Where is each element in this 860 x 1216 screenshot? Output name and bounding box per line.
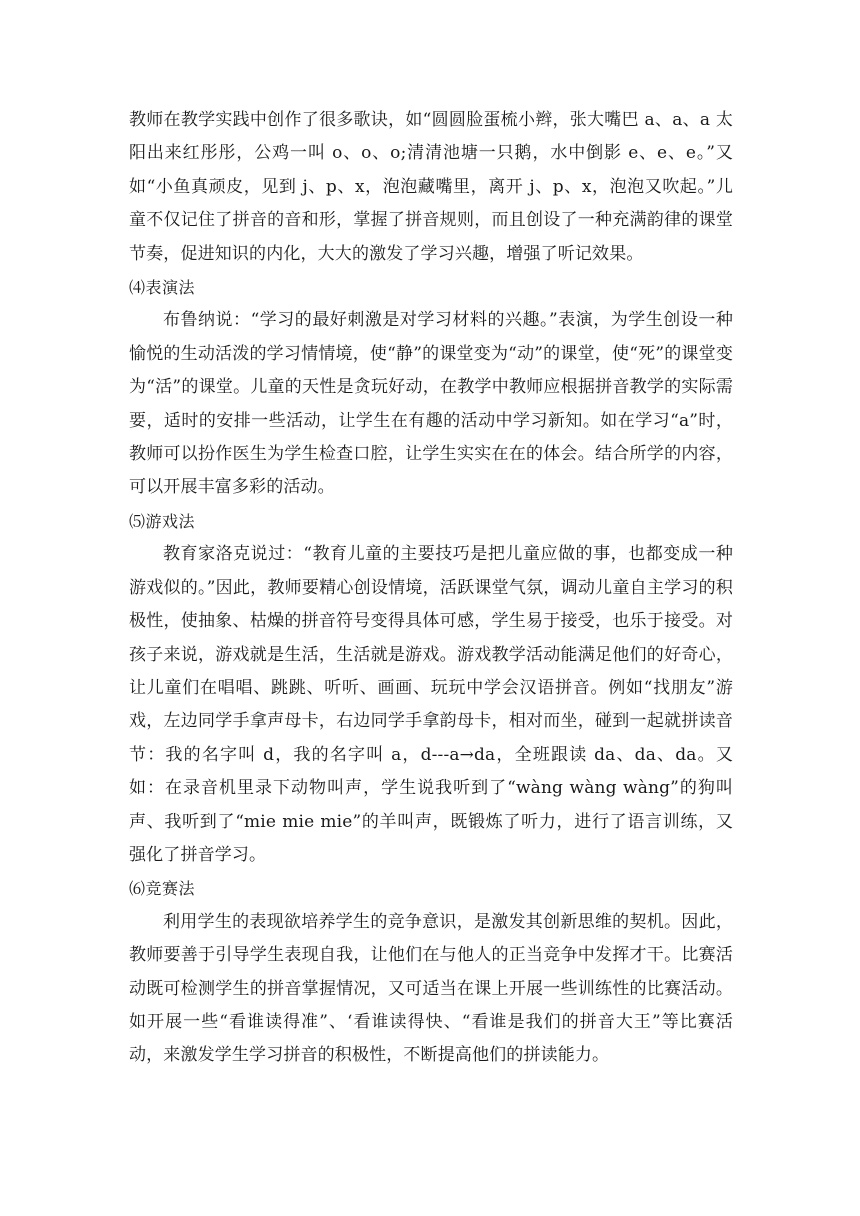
heading-performance-method: ⑷表演法 [129,278,196,298]
paragraph-songs: 教师在教学实践中创作了很多歌诀，如“圆圆脸蛋梳小辫，张大嘴巴 a、a、a 太阳出来红彤彤，公鸡一叫 o、o、o;清清池塘一只鹅，水中倒影 e、e、e。”又如“小鱼真顽皮，见到 j、p、x，泡泡藏嘴里，离开 j、p、x，泡泡又吹起。”儿童不仅记住了拼音的音和形，掌握了拼音规则，而且创设了一种充满韵律的课堂节奏，促进知识的内化，大大的激发了学习兴趣，增强了听记效果。 [129,110,733,264]
document-page [129,104,733,1073]
paragraph-performance: 布鲁纳说：“学习的最好刺激是对学习材料的兴趣。”表演，为学生创设一种愉悦的生动活泼的学习情情境，使“静”的课堂变为“动”的课堂，使“死”的课堂变为“活”的课堂。儿童的天性是贪玩好动，在教学中教师应根据拼音教学的实际需要，适时的安排一些活动，让学生在有趣的活动中学习新知。如在学习“a”时，教师可以扮作医生为学生检查口腔，让学生实实在在的体会。结合所学的内容，可以开展丰富多彩的活动。 [129,310,734,498]
paragraph-game: 教育家洛克说过：“教育儿童的主要技巧是把儿童应做的事，也都变成一种游戏似的。”因此，教师要精心创设情境，活跃课堂气氛，调动儿童自主学习的积极性，使抽象、枯燥的拼音符号变得具体可感，学生易于接受，也乐于接受。对孩子来说，游戏就是生活，生活就是游戏。游戏教学活动能满足他们的好奇心，让儿童们在唱唱、跳跳、听听、画画、玩玩中学会汉语拼音。例如“找朋友”游戏，左边同学手拿声母卡，右边同学手拿韵母卡，相对而坐，碰到一起就拼读音节：我的名字叫 d，我的名字叫 a，d---a→da，全班跟读 da、da、da。又如：在录音机里录下动物叫声，学生说我听到了“wàng wàng wàng”的狗叫声、我听到了“mie mie mie”的羊叫声，既锻炼了听力，进行了语言训练，又强化了拼音学习。 [129,544,733,865]
heading-competition-method: ⑹竞赛法 [129,879,196,899]
paragraph-competition: 利用学生的表现欲培养学生的竞争意识，是激发其创新思维的契机。因此，教师要善于引导学生表现自我，让他们在与他人的正当竞争中发挥才干。比赛活动既可检测学生的拼音掌握情况，又可适当在课上开展一些训练性的比赛活动。如开展一些“看谁读得准”、‘看谁读得快、“看谁是我们的拼音大王”等比赛活动，来激发学生学习拼音的积极性，不断提高他们的拼读能力。 [129,911,733,1066]
heading-game-method: ⑸游戏法 [129,511,196,531]
